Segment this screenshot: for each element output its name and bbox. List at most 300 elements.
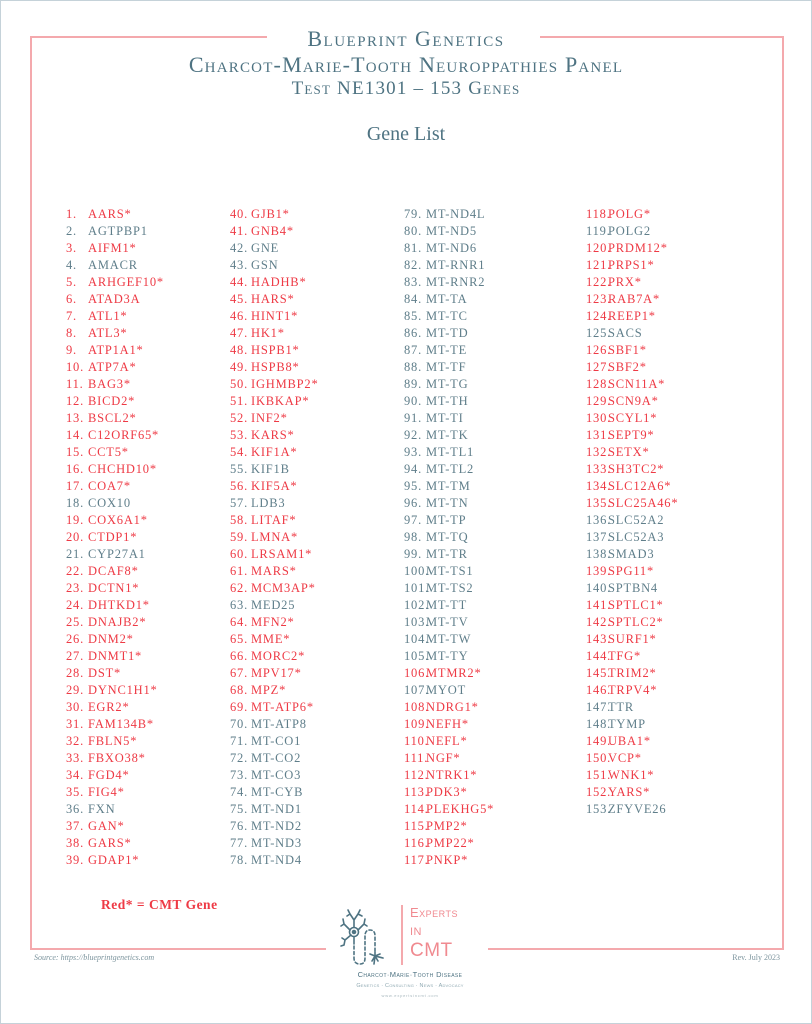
gene-number: 151. — [586, 768, 612, 782]
gene-list-item — [66, 444, 164, 461]
gene-symbol: CYP27A1 — [88, 547, 146, 561]
gene-list-item — [586, 614, 678, 631]
gene-symbol: AIFM1* — [88, 241, 137, 255]
gene-list-item — [66, 546, 164, 563]
gene-symbol: SCN11A* — [608, 377, 666, 391]
gene-list-item — [230, 444, 319, 461]
gene-number: 147. — [586, 700, 612, 714]
gene-number: 100. — [404, 564, 430, 578]
gene-symbol: SMAD3 — [608, 547, 655, 561]
gene-list-item — [66, 206, 164, 223]
gene-symbol: BICD2* — [88, 394, 136, 408]
gene-symbol: ARHGEF10* — [88, 275, 164, 289]
gene-list-item — [230, 359, 319, 376]
gene-symbol: YARS* — [608, 785, 651, 799]
gene-list-item — [66, 342, 164, 359]
gene-list-item — [66, 631, 164, 648]
gene-symbol: MPZ* — [251, 683, 287, 697]
gene-list-item — [586, 699, 678, 716]
gene-list-item — [404, 342, 494, 359]
gene-list-item — [404, 699, 494, 716]
gene-list-item — [586, 546, 678, 563]
gene-number: 73. — [230, 768, 249, 782]
gene-symbol: MPV17* — [251, 666, 302, 680]
gene-symbol: MT-TN — [426, 496, 469, 510]
gene-list-item — [230, 461, 319, 478]
gene-number: 41. — [230, 224, 249, 238]
gene-symbol: GNB4* — [251, 224, 294, 238]
gene-number: 113. — [404, 785, 429, 799]
gene-number: 109. — [404, 717, 430, 731]
gene-number: 77. — [230, 836, 249, 850]
gene-list-item — [66, 597, 164, 614]
gene-symbol: TFG* — [608, 649, 642, 663]
gene-number: 62. — [230, 581, 249, 595]
gene-number: 10. — [66, 360, 85, 374]
gene-symbol: IGHMBP2* — [251, 377, 319, 391]
gene-number: 75. — [230, 802, 249, 816]
gene-list-item — [404, 852, 494, 869]
gene-number: 130. — [586, 411, 612, 425]
gene-number: 141. — [586, 598, 612, 612]
gene-symbol: PRX* — [608, 275, 642, 289]
gene-list-item — [230, 580, 319, 597]
gene-symbol: MT-CO3 — [251, 768, 302, 782]
gene-symbol: GJB1* — [251, 207, 290, 221]
gene-number: 144. — [586, 649, 612, 663]
gene-list-item — [66, 427, 164, 444]
gene-symbol: FXN — [88, 802, 116, 816]
gene-symbol: ATP1A1* — [88, 343, 144, 357]
gene-number: 44. — [230, 275, 249, 289]
gene-list-item — [230, 835, 319, 852]
gene-number: 14. — [66, 428, 85, 442]
gene-list-item — [404, 393, 494, 410]
gene-list-item — [404, 784, 494, 801]
panel-title: Charcot-Marie-Tooth Neuroppathies Panel — [188, 52, 624, 77]
cmt-legend: Red* = CMT Gene — [101, 897, 218, 912]
gene-symbol: MME* — [251, 632, 291, 646]
gene-list-item — [404, 631, 494, 648]
gene-symbol: MT-TT — [426, 598, 468, 612]
gene-symbol: MT-ND1 — [251, 802, 302, 816]
gene-symbol: FAM134B* — [88, 717, 154, 731]
gene-symbol: PRDM12* — [608, 241, 668, 255]
gene-list-item — [66, 325, 164, 342]
gene-symbol: LMNA* — [251, 530, 299, 544]
gene-list-item — [586, 274, 678, 291]
gene-column-4 — [586, 206, 678, 818]
logo-services: Genetics · Consulting · News · Advocacy — [356, 983, 464, 989]
gene-list-item — [586, 512, 678, 529]
gene-list-item — [404, 580, 494, 597]
gene-list-item — [230, 818, 319, 835]
gene-list-item — [66, 699, 164, 716]
gene-symbol: MT-ND5 — [426, 224, 477, 238]
gene-list-item — [230, 631, 319, 648]
gene-list-item — [230, 206, 319, 223]
gene-number: 79. — [404, 207, 423, 221]
gene-list-item — [586, 257, 678, 274]
gene-list-item — [586, 529, 678, 546]
gene-symbol: MT-TQ — [426, 530, 469, 544]
gene-list-item — [404, 563, 494, 580]
gene-symbol: MORC2* — [251, 649, 306, 663]
gene-list-item — [586, 376, 678, 393]
gene-number: 136. — [586, 513, 612, 527]
gene-symbol: KIF5A* — [251, 479, 298, 493]
gene-list-item — [230, 801, 319, 818]
gene-list-item — [230, 495, 319, 512]
logo-divider — [401, 905, 403, 965]
gene-symbol: DNMT1* — [88, 649, 143, 663]
gene-number: 111. — [404, 751, 429, 765]
gene-list-item — [66, 563, 164, 580]
gene-list-item — [230, 716, 319, 733]
gene-number: 65. — [230, 632, 249, 646]
gene-list-item — [404, 308, 494, 325]
gene-list-item — [230, 427, 319, 444]
gene-list-item — [66, 376, 164, 393]
gene-number: 53. — [230, 428, 249, 442]
gene-list-item — [404, 801, 494, 818]
gene-symbol: ZFYVE26 — [608, 802, 667, 816]
gene-number: 46. — [230, 309, 249, 323]
logo-word-in: IN — [410, 926, 422, 938]
gene-number: 45. — [230, 292, 249, 306]
gene-list-item — [586, 631, 678, 648]
gene-symbol: MT-TW — [426, 632, 472, 646]
gene-symbol: PMP2* — [426, 819, 468, 833]
gene-list-item — [230, 682, 319, 699]
revision-date: Rev. July 2023 — [732, 953, 780, 962]
gene-number: 55. — [230, 462, 249, 476]
gene-number: 81. — [404, 241, 423, 255]
gene-number: 153. — [586, 802, 612, 816]
gene-list-item — [586, 393, 678, 410]
gene-number: 17. — [66, 479, 85, 493]
gene-symbol: MT-TL1 — [426, 445, 475, 459]
gene-list-item — [66, 580, 164, 597]
gene-number: 51. — [230, 394, 249, 408]
gene-symbol: SBF2* — [608, 360, 647, 374]
gene-number: 124. — [586, 309, 612, 323]
gene-list-item — [586, 461, 678, 478]
gene-list-item — [230, 699, 319, 716]
gene-number: 103. — [404, 615, 430, 629]
gene-symbol: PDK3* — [426, 785, 468, 799]
gene-list-item — [230, 325, 319, 342]
gene-list-item — [404, 818, 494, 835]
gene-symbol: NEFH* — [426, 717, 469, 731]
gene-list-item — [404, 665, 494, 682]
frame-bottom-right — [488, 948, 784, 950]
gene-number: 143. — [586, 632, 612, 646]
gene-list-item — [66, 614, 164, 631]
gene-number: 1. — [66, 207, 77, 221]
gene-symbol: POLG* — [608, 207, 651, 221]
gene-list-item — [404, 512, 494, 529]
gene-list-item — [586, 359, 678, 376]
gene-list-item — [404, 427, 494, 444]
gene-number: 138. — [586, 547, 612, 561]
gene-number: 52. — [230, 411, 249, 425]
gene-number: 112. — [404, 768, 429, 782]
gene-number: 13. — [66, 411, 85, 425]
gene-list-item — [230, 291, 319, 308]
gene-number: 37. — [66, 819, 85, 833]
gene-list-item — [586, 410, 678, 427]
gene-list-item — [586, 733, 678, 750]
gene-symbol: HSPB1* — [251, 343, 300, 357]
gene-symbol: MT-TR — [426, 547, 468, 561]
gene-symbol: MT-TV — [426, 615, 469, 629]
gene-symbol: COX6A1* — [88, 513, 148, 527]
gene-symbol: C12ORF65* — [88, 428, 160, 442]
gene-number: 108. — [404, 700, 430, 714]
gene-symbol: ATL3* — [88, 326, 128, 340]
gene-symbol: SETX* — [608, 445, 650, 459]
gene-list-item — [586, 427, 678, 444]
gene-number: 16. — [66, 462, 85, 476]
gene-symbol: SLC12A6* — [608, 479, 672, 493]
gene-number: 35. — [66, 785, 85, 799]
gene-number: 88. — [404, 360, 423, 374]
gene-symbol: SH3TC2* — [608, 462, 665, 476]
gene-number: 119. — [586, 224, 611, 238]
gene-list-item — [404, 716, 494, 733]
gene-symbol: TYMP — [608, 717, 646, 731]
gene-list-item — [66, 750, 164, 767]
gene-symbol: SPTBN4 — [608, 581, 658, 595]
gene-symbol: DCTN1* — [88, 581, 140, 595]
gene-number: 94. — [404, 462, 423, 476]
gene-symbol: MTMR2* — [426, 666, 482, 680]
gene-number: 123. — [586, 292, 612, 306]
gene-list-item — [66, 835, 164, 852]
gene-number: 102. — [404, 598, 430, 612]
gene-symbol: COA7* — [88, 479, 131, 493]
gene-symbol: MT-ATP8 — [251, 717, 307, 731]
gene-list-item — [66, 784, 164, 801]
gene-list-item — [66, 512, 164, 529]
gene-symbol: PMP22* — [426, 836, 475, 850]
gene-list-item — [230, 563, 319, 580]
gene-number: 148. — [586, 717, 612, 731]
logo-url: www.expertsincmt.com — [381, 993, 439, 998]
gene-symbol: LRSAM1* — [251, 547, 313, 561]
gene-list-item — [404, 240, 494, 257]
gene-column-3 — [404, 206, 494, 869]
gene-symbol: SLC25A46* — [608, 496, 679, 510]
gene-list-item — [404, 444, 494, 461]
gene-number: 129. — [586, 394, 612, 408]
gene-number: 57. — [230, 496, 249, 510]
gene-symbol: SLC52A2 — [608, 513, 665, 527]
gene-symbol: SPTLC2* — [608, 615, 664, 629]
gene-number: 90. — [404, 394, 423, 408]
gene-number: 39. — [66, 853, 85, 867]
gene-list-item — [230, 852, 319, 869]
gene-number: 12. — [66, 394, 85, 408]
gene-symbol: MT-RNR1 — [426, 258, 486, 272]
gene-symbol: MT-CO2 — [251, 751, 302, 765]
gene-list-item — [404, 495, 494, 512]
gene-number: 71. — [230, 734, 249, 748]
logo-tagline: Charcot·Marie·Tooth Disease — [357, 970, 463, 979]
gene-number: 120. — [586, 241, 612, 255]
gene-list-item — [586, 580, 678, 597]
gene-number: 116. — [404, 836, 429, 850]
gene-number: 22. — [66, 564, 85, 578]
gene-symbol: SCYL1* — [608, 411, 658, 425]
logo-word-cmt: CMT — [410, 940, 453, 961]
gene-symbol: GSN — [251, 258, 279, 272]
gene-number: 72. — [230, 751, 249, 765]
gene-symbol: FBLN5* — [88, 734, 138, 748]
gene-number: 80. — [404, 224, 423, 238]
gene-symbol: MT-CO1 — [251, 734, 302, 748]
gene-symbol: DNM2* — [88, 632, 134, 646]
gene-list-item — [230, 529, 319, 546]
gene-number: 38. — [66, 836, 85, 850]
gene-symbol: GAN* — [88, 819, 125, 833]
gene-symbol: LDB3 — [251, 496, 286, 510]
gene-list-item — [66, 818, 164, 835]
gene-list-item — [404, 597, 494, 614]
gene-list-item — [404, 223, 494, 240]
gene-number: 89. — [404, 377, 423, 391]
gene-list-item — [586, 478, 678, 495]
gene-number: 69. — [230, 700, 249, 714]
gene-number: 19. — [66, 513, 85, 527]
gene-symbol: TRPV4* — [608, 683, 658, 697]
gene-symbol: MT-ND2 — [251, 819, 302, 833]
gene-list-item — [66, 767, 164, 784]
gene-list-item — [230, 750, 319, 767]
gene-symbol: WNK1* — [608, 768, 655, 782]
gene-list-item — [66, 223, 164, 240]
gene-list-item — [66, 410, 164, 427]
gene-list-item — [66, 257, 164, 274]
gene-symbol: PNKP* — [426, 853, 469, 867]
gene-list-item — [66, 393, 164, 410]
gene-number: 24. — [66, 598, 85, 612]
gene-symbol: MT-ATP6* — [251, 700, 314, 714]
gene-number: 11. — [66, 377, 84, 391]
gene-list-item — [404, 648, 494, 665]
frame-bottom-left — [30, 948, 326, 950]
gene-number: 9. — [66, 343, 77, 357]
gene-list-item — [66, 529, 164, 546]
gene-symbol: EGR2* — [88, 700, 130, 714]
gene-number: 50. — [230, 377, 249, 391]
gene-list-item — [586, 682, 678, 699]
gene-number: 42. — [230, 241, 249, 255]
gene-number: 91. — [404, 411, 423, 425]
gene-symbol: NGF* — [426, 751, 461, 765]
gene-list-item — [230, 784, 319, 801]
gene-list-item — [586, 444, 678, 461]
gene-number: 83. — [404, 275, 423, 289]
gene-number: 61. — [230, 564, 249, 578]
gene-list-item — [404, 257, 494, 274]
gene-symbol: MT-TA — [426, 292, 468, 306]
gene-list-item — [404, 546, 494, 563]
gene-list-item — [586, 767, 678, 784]
gene-list-item — [66, 495, 164, 512]
gene-list-item — [586, 665, 678, 682]
gene-number: 32. — [66, 734, 85, 748]
gene-number: 149. — [586, 734, 612, 748]
gene-number: 30. — [66, 700, 85, 714]
gene-number: 8. — [66, 326, 77, 340]
gene-number: 6. — [66, 292, 77, 306]
gene-symbol: MFN2* — [251, 615, 295, 629]
gene-number: 25. — [66, 615, 85, 629]
gene-number: 27. — [66, 649, 85, 663]
gene-list-item — [66, 682, 164, 699]
gene-number: 131. — [586, 428, 612, 442]
gene-symbol: MT-TY — [426, 649, 469, 663]
gene-list-item — [586, 240, 678, 257]
gene-number: 68. — [230, 683, 249, 697]
gene-symbol: POLG2 — [608, 224, 651, 238]
gene-list-item — [230, 274, 319, 291]
gene-symbol: MT-TK — [426, 428, 469, 442]
gene-number: 64. — [230, 615, 249, 629]
gene-symbol: TTR — [608, 700, 635, 714]
gene-symbol: MT-TG — [426, 377, 469, 391]
gene-number: 67. — [230, 666, 249, 680]
gene-symbol: CTDP1* — [88, 530, 138, 544]
gene-list-item — [66, 716, 164, 733]
gene-symbol: SACS — [608, 326, 643, 340]
gene-symbol: MT-TS1 — [426, 564, 474, 578]
gene-number: 105. — [404, 649, 430, 663]
gene-number: 146. — [586, 683, 612, 697]
gene-symbol: SLC52A3 — [608, 530, 665, 544]
gene-symbol: MT-TL2 — [426, 462, 475, 476]
gene-list-item — [404, 291, 494, 308]
gene-symbol: MT-TM — [426, 479, 471, 493]
gene-number: 60. — [230, 547, 249, 561]
gene-list-item — [66, 665, 164, 682]
gene-list-item — [404, 733, 494, 750]
gene-number: 43. — [230, 258, 249, 272]
gene-symbol: UBA1* — [608, 734, 651, 748]
gene-number: 118. — [586, 207, 611, 221]
gene-symbol: RAB7A* — [608, 292, 661, 306]
gene-list-item — [66, 291, 164, 308]
gene-number: 74. — [230, 785, 249, 799]
gene-symbol: HARS* — [251, 292, 295, 306]
gene-list-item — [66, 478, 164, 495]
gene-list-item — [230, 478, 319, 495]
gene-list-item — [230, 393, 319, 410]
gene-list-heading: Gene List — [366, 123, 446, 145]
gene-symbol: MT-TS2 — [426, 581, 474, 595]
gene-number: 82. — [404, 258, 423, 272]
gene-list-item — [66, 359, 164, 376]
gene-number: 3. — [66, 241, 77, 255]
gene-symbol: MT-ND4L — [426, 207, 486, 221]
gene-number: 110. — [404, 734, 429, 748]
gene-number: 5. — [66, 275, 77, 289]
gene-list-item — [404, 529, 494, 546]
gene-list-item — [230, 257, 319, 274]
gene-number: 29. — [66, 683, 85, 697]
